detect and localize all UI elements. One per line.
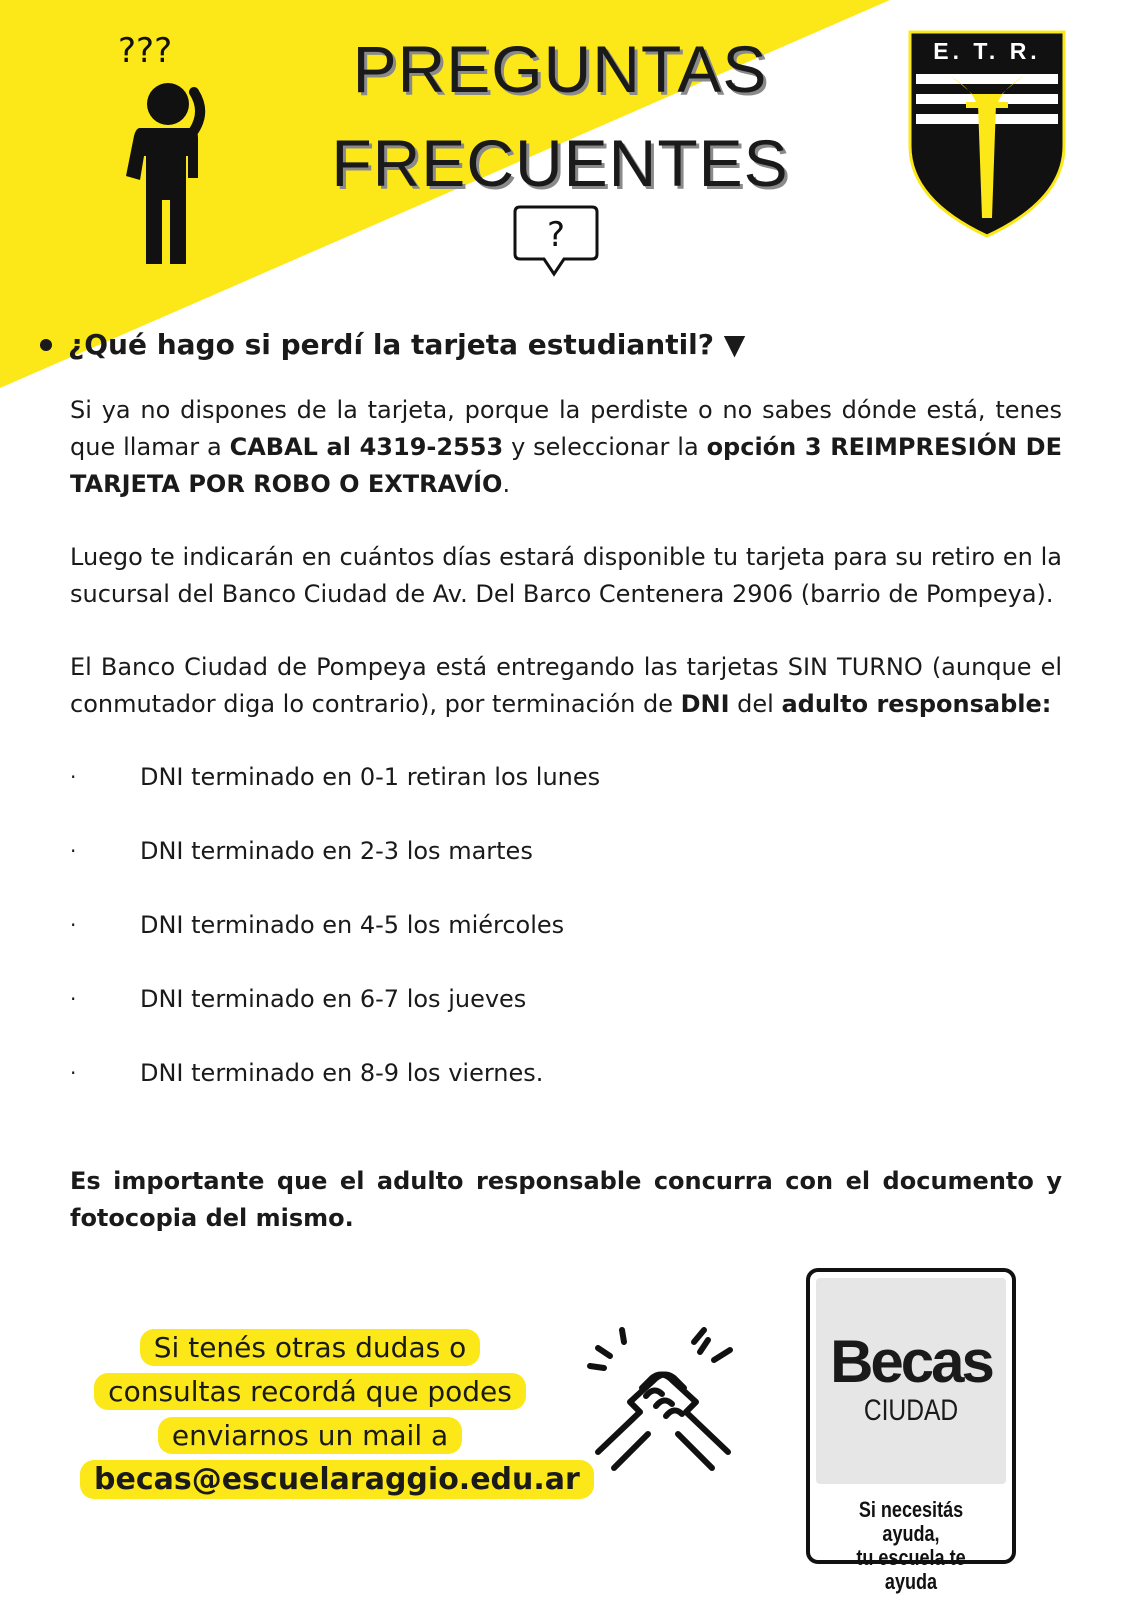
- becas-logo-sub: CIUDAD: [863, 1394, 959, 1427]
- list-item: [70, 759, 1062, 833]
- paragraph-pickup: Luego te indicarán en cuántos días estará disponible tu tarjeta para su retiro en la sucursal del Banco Ciudad de Av. Del Barco Centenera 2906 (barrio de Pompeya).: [70, 543, 1062, 608]
- list-item-text: DNI terminado en 6-7 los jueves: [140, 985, 527, 1013]
- crest-label: E. T. R.: [933, 38, 1041, 64]
- etr-school-crest: [906, 28, 1068, 244]
- contact-line-2: consultas recordá que podes: [94, 1373, 526, 1410]
- reprint-option: opción 3 REIMPRESIÓN DE TARJETA POR ROBO O EXTRAVÍO: [70, 433, 1062, 498]
- becas-logo-top: [816, 1278, 1006, 1484]
- question-marks: ???: [118, 31, 173, 71]
- faq-answer: [70, 392, 1062, 1273]
- contact-email-link[interactable]: becas@escuelaraggio.edu.ar: [80, 1460, 594, 1499]
- tagline-line-2: tu escuela te ayuda: [856, 1545, 966, 1594]
- list-bullet: ·: [70, 987, 77, 1011]
- list-item-text: DNI terminado en 0-1 retiran los lunes: [140, 763, 601, 791]
- p3-text-a: El Banco Ciudad de Pompeya está entregando las tarjetas SIN TURNO (aunque el conmutador diga lo contrario), por terminación de: [70, 653, 1062, 718]
- contact-line-3: enviarnos un mail a: [158, 1417, 462, 1454]
- dni-label: DNI: [680, 690, 730, 718]
- p3-text-c: del: [729, 690, 782, 718]
- faq-question-text: ¿Qué hago si perdí la tarjeta estudiantil? ▼: [68, 328, 746, 361]
- dni-schedule-list: [70, 759, 1062, 1129]
- list-item-text: DNI terminado en 4-5 los miércoles: [140, 911, 565, 939]
- cabal-phone: CABAL al 4319-2553: [229, 433, 504, 461]
- contact-callout: [80, 1326, 580, 1502]
- p1-text-a: Si ya no dispones de la tarjeta, porque la perdiste o no sabes dónde está, tenes que llamar a: [70, 396, 1062, 461]
- list-bullet: ·: [70, 839, 77, 863]
- list-item-text: DNI terminado en 2-3 los martes: [140, 837, 533, 865]
- becas-logo-word: Becas: [830, 1328, 992, 1395]
- speech-bubble-question-icon: [512, 204, 600, 284]
- page-title: [280, 22, 840, 210]
- contact-line-1: Si tenés otras dudas o: [140, 1329, 480, 1366]
- list-item: [70, 907, 1062, 981]
- p1-text-c: y seleccionar la: [503, 433, 707, 461]
- faq-question[interactable]: [40, 328, 745, 361]
- confused-person-icon: [112, 28, 212, 272]
- list-item-text: DNI terminado en 8-9 los viernes.: [140, 1059, 544, 1087]
- important-note: Es importante que el adulto responsable concurra con el documento y fotocopia del mismo.: [70, 1167, 1062, 1232]
- list-bullet: ·: [70, 1061, 77, 1085]
- tagline-line-1: Si necesitás ayuda,: [858, 1497, 964, 1546]
- title-line-2: FRECUENTES: [331, 126, 789, 200]
- list-item: [70, 981, 1062, 1055]
- paragraph-delivery: [70, 649, 1062, 723]
- p1-text-e: .: [502, 470, 511, 498]
- handshake-icon: [588, 1322, 738, 1476]
- list-bullet: ·: [70, 913, 77, 937]
- list-item: [70, 833, 1062, 907]
- list-item: [70, 1055, 1062, 1129]
- becas-ciudad-logo: [806, 1268, 1016, 1594]
- becas-logo-tagline: [828, 1498, 994, 1594]
- list-bullet: ·: [70, 765, 77, 789]
- speech-question-mark: ?: [546, 215, 566, 255]
- adult-responsible-label: adulto responsable:: [781, 690, 1052, 718]
- title-line-1: PREGUNTAS: [352, 32, 768, 106]
- paragraph-lost-card: [70, 392, 1062, 503]
- bullet-icon: [40, 339, 52, 351]
